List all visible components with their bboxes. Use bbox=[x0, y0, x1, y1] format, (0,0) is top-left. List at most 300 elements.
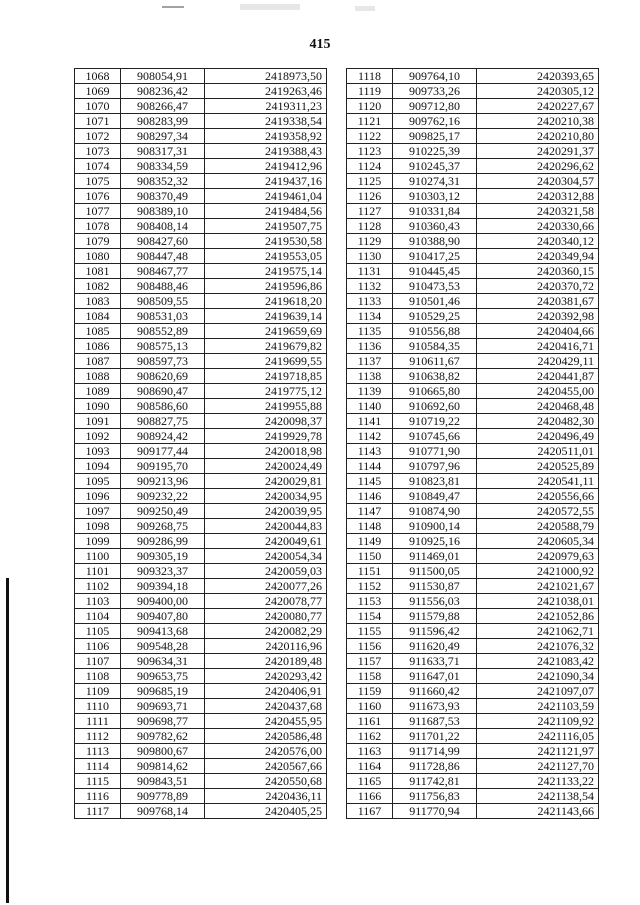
x-coordinate-cell: 908690,47 bbox=[121, 384, 205, 399]
y-coordinate-cell: 2420393,65 bbox=[477, 69, 599, 84]
table-row bbox=[75, 519, 327, 534]
y-coordinate-cell: 2419507,75 bbox=[205, 219, 327, 234]
y-coordinate-cell: 2420349,94 bbox=[477, 249, 599, 264]
y-coordinate-cell: 2420441,87 bbox=[477, 369, 599, 384]
y-coordinate-cell: 2419358,92 bbox=[205, 129, 327, 144]
point-number-cell: 1139 bbox=[347, 384, 393, 399]
point-number-cell: 1135 bbox=[347, 324, 393, 339]
point-number-cell: 1093 bbox=[75, 444, 121, 459]
x-coordinate-cell: 910797,96 bbox=[393, 459, 477, 474]
table-row bbox=[75, 699, 327, 714]
x-coordinate-cell: 910611,67 bbox=[393, 354, 477, 369]
y-coordinate-cell: 2420437,68 bbox=[205, 699, 327, 714]
table-row bbox=[347, 774, 599, 789]
point-number-cell: 1165 bbox=[347, 774, 393, 789]
x-coordinate-cell: 910638,82 bbox=[393, 369, 477, 384]
point-number-cell: 1150 bbox=[347, 549, 393, 564]
point-number-cell: 1148 bbox=[347, 519, 393, 534]
x-coordinate-cell: 910417,25 bbox=[393, 249, 477, 264]
point-number-cell: 1133 bbox=[347, 294, 393, 309]
x-coordinate-cell: 908054,91 bbox=[121, 69, 205, 84]
table-row bbox=[75, 369, 327, 384]
x-coordinate-cell: 909782,62 bbox=[121, 729, 205, 744]
point-number-cell: 1154 bbox=[347, 609, 393, 624]
point-number-cell: 1068 bbox=[75, 69, 121, 84]
table-row bbox=[347, 159, 599, 174]
table-row bbox=[347, 369, 599, 384]
y-coordinate-cell: 2420406,91 bbox=[205, 684, 327, 699]
table-row bbox=[347, 114, 599, 129]
point-number-cell: 1147 bbox=[347, 504, 393, 519]
y-coordinate-cell: 2419338,54 bbox=[205, 114, 327, 129]
x-coordinate-cell: 909685,19 bbox=[121, 684, 205, 699]
y-coordinate-cell: 2420381,67 bbox=[477, 294, 599, 309]
table-row bbox=[75, 84, 327, 99]
point-number-cell: 1077 bbox=[75, 204, 121, 219]
y-coordinate-cell: 2420979,63 bbox=[477, 549, 599, 564]
y-coordinate-cell: 2420496,49 bbox=[477, 429, 599, 444]
table-row bbox=[75, 639, 327, 654]
table-row bbox=[347, 294, 599, 309]
y-coordinate-cell: 2420296,62 bbox=[477, 159, 599, 174]
point-number-cell: 1142 bbox=[347, 429, 393, 444]
table-row bbox=[347, 474, 599, 489]
point-number-cell: 1109 bbox=[75, 684, 121, 699]
table-row bbox=[347, 729, 599, 744]
y-coordinate-cell: 2420340,12 bbox=[477, 234, 599, 249]
point-number-cell: 1080 bbox=[75, 249, 121, 264]
x-coordinate-cell: 908597,73 bbox=[121, 354, 205, 369]
table-row bbox=[75, 504, 327, 519]
table-row bbox=[347, 279, 599, 294]
y-coordinate-cell: 2419575,14 bbox=[205, 264, 327, 279]
x-coordinate-cell: 910874,90 bbox=[393, 504, 477, 519]
point-number-cell: 1111 bbox=[75, 714, 121, 729]
point-number-cell: 1110 bbox=[75, 699, 121, 714]
x-coordinate-cell: 908352,32 bbox=[121, 174, 205, 189]
y-coordinate-cell: 2419412,96 bbox=[205, 159, 327, 174]
y-coordinate-cell: 2421076,32 bbox=[477, 639, 599, 654]
margin-bar bbox=[6, 578, 9, 903]
x-coordinate-cell: 910692,60 bbox=[393, 399, 477, 414]
point-number-cell: 1115 bbox=[75, 774, 121, 789]
table-row bbox=[75, 714, 327, 729]
x-coordinate-cell: 908317,31 bbox=[121, 144, 205, 159]
x-coordinate-cell: 908620,69 bbox=[121, 369, 205, 384]
point-number-cell: 1124 bbox=[347, 159, 393, 174]
x-coordinate-cell: 910303,12 bbox=[393, 189, 477, 204]
table-row bbox=[75, 759, 327, 774]
point-number-cell: 1129 bbox=[347, 234, 393, 249]
y-coordinate-cell: 2419699,55 bbox=[205, 354, 327, 369]
x-coordinate-cell: 909548,28 bbox=[121, 639, 205, 654]
point-number-cell: 1069 bbox=[75, 84, 121, 99]
x-coordinate-cell: 909762,16 bbox=[393, 114, 477, 129]
table-row bbox=[347, 324, 599, 339]
coordinates-table-body bbox=[75, 69, 327, 819]
table-row bbox=[347, 414, 599, 429]
x-coordinate-cell: 910501,46 bbox=[393, 294, 477, 309]
table-row bbox=[347, 339, 599, 354]
point-number-cell: 1161 bbox=[347, 714, 393, 729]
table-row bbox=[75, 174, 327, 189]
x-coordinate-cell: 909778,89 bbox=[121, 789, 205, 804]
point-number-cell: 1141 bbox=[347, 414, 393, 429]
y-coordinate-cell: 2419679,82 bbox=[205, 339, 327, 354]
x-coordinate-cell: 910473,53 bbox=[393, 279, 477, 294]
y-coordinate-cell: 2420054,34 bbox=[205, 549, 327, 564]
y-coordinate-cell: 2419437,16 bbox=[205, 174, 327, 189]
table-row bbox=[75, 444, 327, 459]
x-coordinate-cell: 910274,31 bbox=[393, 174, 477, 189]
x-coordinate-cell: 910849,47 bbox=[393, 489, 477, 504]
y-coordinate-cell: 2420588,79 bbox=[477, 519, 599, 534]
y-coordinate-cell: 2420429,11 bbox=[477, 354, 599, 369]
y-coordinate-cell: 2421143,66 bbox=[477, 804, 599, 819]
table-row bbox=[347, 684, 599, 699]
x-coordinate-cell: 908236,42 bbox=[121, 84, 205, 99]
y-coordinate-cell: 2419659,69 bbox=[205, 324, 327, 339]
point-number-cell: 1160 bbox=[347, 699, 393, 714]
point-number-cell: 1167 bbox=[347, 804, 393, 819]
y-coordinate-cell: 2421138,54 bbox=[477, 789, 599, 804]
table-row bbox=[347, 639, 599, 654]
table-row bbox=[75, 534, 327, 549]
x-coordinate-cell: 910745,66 bbox=[393, 429, 477, 444]
x-coordinate-cell: 910719,22 bbox=[393, 414, 477, 429]
y-coordinate-cell: 2421103,59 bbox=[477, 699, 599, 714]
point-number-cell: 1076 bbox=[75, 189, 121, 204]
table-row bbox=[75, 144, 327, 159]
table-row bbox=[347, 204, 599, 219]
table-row bbox=[75, 234, 327, 249]
point-number-cell: 1102 bbox=[75, 579, 121, 594]
y-coordinate-cell: 2420305,12 bbox=[477, 84, 599, 99]
y-coordinate-cell: 2419618,20 bbox=[205, 294, 327, 309]
y-coordinate-cell: 2420098,37 bbox=[205, 414, 327, 429]
table-row bbox=[75, 669, 327, 684]
y-coordinate-cell: 2420044,83 bbox=[205, 519, 327, 534]
table-row bbox=[75, 159, 327, 174]
x-coordinate-cell: 908266,47 bbox=[121, 99, 205, 114]
y-coordinate-cell: 2420024,49 bbox=[205, 459, 327, 474]
table-row bbox=[75, 114, 327, 129]
y-coordinate-cell: 2421127,70 bbox=[477, 759, 599, 774]
x-coordinate-cell: 911633,71 bbox=[393, 654, 477, 669]
x-coordinate-cell: 908283,99 bbox=[121, 114, 205, 129]
y-coordinate-cell: 2421109,92 bbox=[477, 714, 599, 729]
table-row bbox=[75, 474, 327, 489]
x-coordinate-cell: 911556,03 bbox=[393, 594, 477, 609]
point-number-cell: 1119 bbox=[347, 84, 393, 99]
x-coordinate-cell: 911647,01 bbox=[393, 669, 477, 684]
table-row bbox=[75, 324, 327, 339]
x-coordinate-cell: 909195,70 bbox=[121, 459, 205, 474]
y-coordinate-cell: 2420039,95 bbox=[205, 504, 327, 519]
point-number-cell: 1128 bbox=[347, 219, 393, 234]
x-coordinate-cell: 911500,05 bbox=[393, 564, 477, 579]
point-number-cell: 1088 bbox=[75, 369, 121, 384]
x-coordinate-cell: 908467,77 bbox=[121, 264, 205, 279]
y-coordinate-cell: 2421052,86 bbox=[477, 609, 599, 624]
x-coordinate-cell: 909305,19 bbox=[121, 549, 205, 564]
y-coordinate-cell: 2420029,81 bbox=[205, 474, 327, 489]
x-coordinate-cell: 911660,42 bbox=[393, 684, 477, 699]
x-coordinate-cell: 909634,31 bbox=[121, 654, 205, 669]
table-row bbox=[75, 129, 327, 144]
point-number-cell: 1162 bbox=[347, 729, 393, 744]
table-row bbox=[347, 549, 599, 564]
x-coordinate-cell: 908370,49 bbox=[121, 189, 205, 204]
x-coordinate-cell: 909814,62 bbox=[121, 759, 205, 774]
x-coordinate-cell: 909698,77 bbox=[121, 714, 205, 729]
x-coordinate-cell: 910584,35 bbox=[393, 339, 477, 354]
point-number-cell: 1091 bbox=[75, 414, 121, 429]
y-coordinate-cell: 2419596,86 bbox=[205, 279, 327, 294]
table-row bbox=[347, 714, 599, 729]
scan-artifact bbox=[240, 4, 300, 10]
x-coordinate-cell: 911469,01 bbox=[393, 549, 477, 564]
table-row bbox=[347, 399, 599, 414]
y-coordinate-cell: 2420405,25 bbox=[205, 804, 327, 819]
x-coordinate-cell: 910665,80 bbox=[393, 384, 477, 399]
table-row bbox=[347, 189, 599, 204]
point-number-cell: 1163 bbox=[347, 744, 393, 759]
table-row bbox=[75, 294, 327, 309]
y-coordinate-cell: 2420210,38 bbox=[477, 114, 599, 129]
table-row bbox=[347, 219, 599, 234]
x-coordinate-cell: 909693,71 bbox=[121, 699, 205, 714]
point-number-cell: 1084 bbox=[75, 309, 121, 324]
y-coordinate-cell: 2419263,46 bbox=[205, 84, 327, 99]
table-row bbox=[347, 264, 599, 279]
x-coordinate-cell: 911714,99 bbox=[393, 744, 477, 759]
point-number-cell: 1083 bbox=[75, 294, 121, 309]
table-row bbox=[75, 654, 327, 669]
point-number-cell: 1166 bbox=[347, 789, 393, 804]
point-number-cell: 1146 bbox=[347, 489, 393, 504]
y-coordinate-cell: 2420541,11 bbox=[477, 474, 599, 489]
scan-artifact bbox=[162, 6, 184, 8]
point-number-cell: 1117 bbox=[75, 804, 121, 819]
point-number-cell: 1082 bbox=[75, 279, 121, 294]
table-row bbox=[347, 174, 599, 189]
x-coordinate-cell: 911742,81 bbox=[393, 774, 477, 789]
table-row bbox=[75, 489, 327, 504]
x-coordinate-cell: 908297,34 bbox=[121, 129, 205, 144]
table-row bbox=[347, 429, 599, 444]
table-row bbox=[75, 69, 327, 84]
x-coordinate-cell: 909323,37 bbox=[121, 564, 205, 579]
table-row bbox=[75, 99, 327, 114]
x-coordinate-cell: 911701,22 bbox=[393, 729, 477, 744]
point-number-cell: 1159 bbox=[347, 684, 393, 699]
point-number-cell: 1126 bbox=[347, 189, 393, 204]
y-coordinate-cell: 2419553,05 bbox=[205, 249, 327, 264]
y-coordinate-cell: 2420034,95 bbox=[205, 489, 327, 504]
point-number-cell: 1144 bbox=[347, 459, 393, 474]
x-coordinate-cell: 910245,37 bbox=[393, 159, 477, 174]
y-coordinate-cell: 2420567,66 bbox=[205, 759, 327, 774]
x-coordinate-cell: 909268,75 bbox=[121, 519, 205, 534]
point-number-cell: 1071 bbox=[75, 114, 121, 129]
table-row bbox=[347, 804, 599, 819]
x-coordinate-cell: 909400,00 bbox=[121, 594, 205, 609]
y-coordinate-cell: 2420360,15 bbox=[477, 264, 599, 279]
x-coordinate-cell: 908827,75 bbox=[121, 414, 205, 429]
point-number-cell: 1085 bbox=[75, 324, 121, 339]
y-coordinate-cell: 2419955,88 bbox=[205, 399, 327, 414]
table-row bbox=[75, 459, 327, 474]
table-row bbox=[75, 549, 327, 564]
table-row bbox=[347, 669, 599, 684]
point-number-cell: 1122 bbox=[347, 129, 393, 144]
table-row bbox=[347, 594, 599, 609]
y-coordinate-cell: 2420078,77 bbox=[205, 594, 327, 609]
scan-artifact bbox=[355, 6, 375, 11]
y-coordinate-cell: 2420556,66 bbox=[477, 489, 599, 504]
x-coordinate-cell: 909394,18 bbox=[121, 579, 205, 594]
point-number-cell: 1074 bbox=[75, 159, 121, 174]
y-coordinate-cell: 2420370,72 bbox=[477, 279, 599, 294]
y-coordinate-cell: 2419639,14 bbox=[205, 309, 327, 324]
x-coordinate-cell: 908389,10 bbox=[121, 204, 205, 219]
table-row bbox=[347, 144, 599, 159]
point-number-cell: 1158 bbox=[347, 669, 393, 684]
x-coordinate-cell: 909825,17 bbox=[393, 129, 477, 144]
x-coordinate-cell: 908575,13 bbox=[121, 339, 205, 354]
point-number-cell: 1089 bbox=[75, 384, 121, 399]
point-number-cell: 1125 bbox=[347, 174, 393, 189]
table-row bbox=[347, 354, 599, 369]
y-coordinate-cell: 2421000,92 bbox=[477, 564, 599, 579]
point-number-cell: 1081 bbox=[75, 264, 121, 279]
point-number-cell: 1087 bbox=[75, 354, 121, 369]
x-coordinate-cell: 910360,43 bbox=[393, 219, 477, 234]
x-coordinate-cell: 911579,88 bbox=[393, 609, 477, 624]
table-row bbox=[75, 249, 327, 264]
point-number-cell: 1104 bbox=[75, 609, 121, 624]
x-coordinate-cell: 911530,87 bbox=[393, 579, 477, 594]
x-coordinate-cell: 911673,93 bbox=[393, 699, 477, 714]
y-coordinate-cell: 2420468,48 bbox=[477, 399, 599, 414]
y-coordinate-cell: 2420189,48 bbox=[205, 654, 327, 669]
point-number-cell: 1155 bbox=[347, 624, 393, 639]
y-coordinate-cell: 2420116,96 bbox=[205, 639, 327, 654]
y-coordinate-cell: 2420550,68 bbox=[205, 774, 327, 789]
table-row bbox=[75, 264, 327, 279]
y-coordinate-cell: 2420018,98 bbox=[205, 444, 327, 459]
point-number-cell: 1130 bbox=[347, 249, 393, 264]
x-coordinate-cell: 910445,45 bbox=[393, 264, 477, 279]
x-coordinate-cell: 911687,53 bbox=[393, 714, 477, 729]
x-coordinate-cell: 909843,51 bbox=[121, 774, 205, 789]
y-coordinate-cell: 2420392,98 bbox=[477, 309, 599, 324]
y-coordinate-cell: 2419530,58 bbox=[205, 234, 327, 249]
point-number-cell: 1127 bbox=[347, 204, 393, 219]
y-coordinate-cell: 2419775,12 bbox=[205, 384, 327, 399]
x-coordinate-cell: 910529,25 bbox=[393, 309, 477, 324]
y-coordinate-cell: 2421062,71 bbox=[477, 624, 599, 639]
x-coordinate-cell: 909250,49 bbox=[121, 504, 205, 519]
y-coordinate-cell: 2420436,11 bbox=[205, 789, 327, 804]
x-coordinate-cell: 909768,14 bbox=[121, 804, 205, 819]
table-row bbox=[75, 684, 327, 699]
table-row bbox=[75, 564, 327, 579]
table-row bbox=[347, 789, 599, 804]
point-number-cell: 1113 bbox=[75, 744, 121, 759]
table-row bbox=[347, 759, 599, 774]
table-row bbox=[75, 414, 327, 429]
y-coordinate-cell: 2421038,01 bbox=[477, 594, 599, 609]
x-coordinate-cell: 909407,80 bbox=[121, 609, 205, 624]
x-coordinate-cell: 909800,67 bbox=[121, 744, 205, 759]
point-number-cell: 1157 bbox=[347, 654, 393, 669]
point-number-cell: 1120 bbox=[347, 99, 393, 114]
y-coordinate-cell: 2421133,22 bbox=[477, 774, 599, 789]
point-number-cell: 1118 bbox=[347, 69, 393, 84]
y-coordinate-cell: 2420404,66 bbox=[477, 324, 599, 339]
table-row bbox=[75, 189, 327, 204]
x-coordinate-cell: 909213,96 bbox=[121, 474, 205, 489]
point-number-cell: 1073 bbox=[75, 144, 121, 159]
x-coordinate-cell: 908509,55 bbox=[121, 294, 205, 309]
table-row bbox=[347, 519, 599, 534]
table-row bbox=[347, 129, 599, 144]
table-row bbox=[75, 609, 327, 624]
table-row bbox=[75, 579, 327, 594]
y-coordinate-cell: 2421121,97 bbox=[477, 744, 599, 759]
y-coordinate-cell: 2420330,66 bbox=[477, 219, 599, 234]
table-row bbox=[347, 249, 599, 264]
y-coordinate-cell: 2419461,04 bbox=[205, 189, 327, 204]
x-coordinate-cell: 911620,49 bbox=[393, 639, 477, 654]
table-row bbox=[75, 384, 327, 399]
table-row bbox=[347, 534, 599, 549]
table-row bbox=[75, 204, 327, 219]
x-coordinate-cell: 910388,90 bbox=[393, 234, 477, 249]
point-number-cell: 1103 bbox=[75, 594, 121, 609]
point-number-cell: 1149 bbox=[347, 534, 393, 549]
x-coordinate-cell: 909177,44 bbox=[121, 444, 205, 459]
point-number-cell: 1153 bbox=[347, 594, 393, 609]
table-row bbox=[347, 699, 599, 714]
y-coordinate-cell: 2420482,30 bbox=[477, 414, 599, 429]
table-row bbox=[347, 384, 599, 399]
point-number-cell: 1131 bbox=[347, 264, 393, 279]
table-row bbox=[347, 624, 599, 639]
table-row bbox=[347, 579, 599, 594]
x-coordinate-cell: 910331,84 bbox=[393, 204, 477, 219]
coordinates-table-left bbox=[74, 68, 327, 819]
x-coordinate-cell: 909764,10 bbox=[393, 69, 477, 84]
table-row bbox=[75, 309, 327, 324]
point-number-cell: 1114 bbox=[75, 759, 121, 774]
point-number-cell: 1078 bbox=[75, 219, 121, 234]
point-number-cell: 1138 bbox=[347, 369, 393, 384]
y-coordinate-cell: 2420576,00 bbox=[205, 744, 327, 759]
y-coordinate-cell: 2420293,42 bbox=[205, 669, 327, 684]
y-coordinate-cell: 2421097,07 bbox=[477, 684, 599, 699]
point-number-cell: 1079 bbox=[75, 234, 121, 249]
point-number-cell: 1136 bbox=[347, 339, 393, 354]
y-coordinate-cell: 2420455,00 bbox=[477, 384, 599, 399]
table-row bbox=[347, 489, 599, 504]
y-coordinate-cell: 2421090,34 bbox=[477, 669, 599, 684]
coordinates-table-body bbox=[347, 69, 599, 819]
table-row bbox=[347, 444, 599, 459]
point-number-cell: 1143 bbox=[347, 444, 393, 459]
